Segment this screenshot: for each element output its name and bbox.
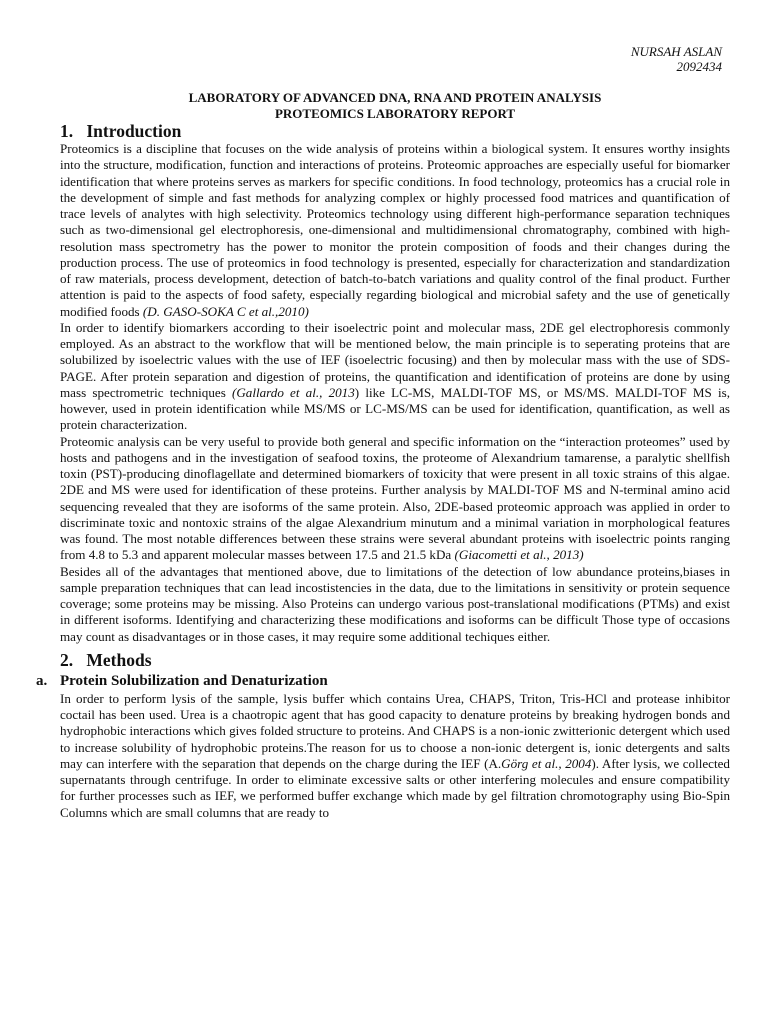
citation: Görg et al., 2004: [501, 755, 592, 771]
section-number: 2.: [60, 649, 74, 670]
paragraph-text: In order to perform lysis of the sample, lysis buffer which contains Urea, CHAPS, Triton, Tris-HCl and protease inhibitor coctail has been used. Urea is a chaotropic agent that has good capacity to denature proteins by breaking hydrogen bonds and hydrophobic interactions which gives folded structure to proteins. And CHAPS is a non-ionic zwitterionic detergent which used to increase solubility of hydrophobic proteins.The reason for us to choose a non-ionic detergent is, ionic detergents and salts may can interfere with the separation that depends on the charge during the IEF (A.: [60, 690, 730, 771]
paragraph-text: ) like LC-MS, MALDI-TOF MS, or MS/MS. MALDI-TOF MS is, however, used in protein identification while MS/MS or LC-MS/MS can be used for identification, quantification, as well as protein characterization.: [60, 384, 731, 433]
author-block: [60, 44, 730, 74]
methods-paragraph-a: [60, 691, 730, 821]
intro-paragraph-3: [60, 434, 730, 564]
paragraph-text: In order to identify biomarkers according to their isoelectric point and molecular mass, 2DE gel electrophoresis commonly employed. As an abstract to the workflow that will be mentioned below, the main principle is to seperating proteins that are solubilized by isoelectric values with the use of IEF (isoelectric focusing) and then by molecular mass with the use of SDS-PAGE. After protein separation and digestion of proteins, the quantification and identification of proteins are done by using mass spectrometric techniques: [60, 319, 730, 400]
intro-paragraph-1: [60, 141, 730, 320]
section-title: Introduction: [86, 121, 182, 141]
introduction-heading: [60, 121, 730, 141]
methods-heading: [60, 650, 730, 670]
subsection-letter: a.: [36, 672, 48, 689]
title-line-2: PROTEOMICS LABORATORY REPORT: [274, 105, 516, 121]
report-title: [60, 90, 730, 121]
student-id: 2092434: [676, 59, 722, 74]
author-name: NURSAH ASLAN: [630, 44, 722, 59]
citation: (D. GASO-SOKA C et al.,2010): [142, 303, 309, 319]
section-number: 1.: [60, 121, 74, 141]
citation: (Gallardo et al., 2013: [231, 384, 355, 400]
paragraph-text: Besides all of the advantages that mentioned above, due to limitations of the detection of low abundance proteins,biases in sample preparation techniques that can lead incostistencies in the data, due to the limitations in sensitivity or protein sequence coverage; some proteins may be missing. Also Proteins can undergo various post-translational modifications (PTMs) and exist in different isoforms. Identifying and characterizing these modifications and isoforms can be difficult Those type of occasions may count as disadvantages or in those cases, it may require some additional techiques either.: [60, 563, 730, 644]
subsection-a-heading: [36, 672, 730, 691]
intro-paragraph-4: [60, 564, 730, 645]
paragraph-text: Proteomic analysis can be very useful to provide both general and specific information on the “interaction proteomes” used by hosts and pathogens and in the investigation of seafood toxins, the proteome of Alexandrium tamarense, a paralytic shellfish toxin (PST)-producing dinoflagellate and determined biomarkers of toxicity that were present in all toxic strains of this algae. 2DE and MS were used for identification of these proteins. Further analysis by MALDI-TOF MS and N-terminal amino acid sequencing revealed that they are isoforms of the same protein. Also, 2DE-based proteomic approach was applied in order to discriminate toxic and nontoxic strains of the algae Alexandrium minutum and a minimal variation in morphological features was found. The most notable differences between these strains were several abundant proteins with isoelectric points ranging from 4.8 to 5.3 and apparent molecular masses between 17.5 and 21.5 kDa: [60, 433, 730, 563]
intro-paragraph-2: [60, 320, 730, 434]
paragraph-text: Proteomics is a discipline that focuses on the wide analysis of proteins within a biological system. It ensures worthy insights into the structure, modification, function and interactions of proteins. Proteomic approaches are especially useful for biomarker identification that where proteins serves as markers for specific conditions. In food technology, proteomics has a crucial role in the development of simple and fast methods for analyzing complex or highly processed food matrices and quantification of trace levels of analytes with high selectivity. Proteomics technology using different high-performance separation techniques such as two-dimensional gel electrophoresis, one-dimensional and multidimensional chromatography, combined with high-resolution mass spectrometry has the power to monitor the protein composition of foods and their changes during the production process. The use of proteomics in food technology is presented, especially for characterization and standardization of raw materials, process development, detection of batch-to-batch variations and quality control of the final product. Further attention is paid to the aspects of food safety, especially regarding biological and microbial safety and the use of genetically modified foods: [60, 141, 730, 319]
title-line-1: LABORATORY OF ADVANCED DNA, RNA AND PROTEIN ANALYSIS: [188, 90, 602, 105]
paragraph-text: ). After lysis, we collected supernatants through centrifuge. In order to eliminate excessive salts or other interfering molecules and ensure compatibility for further processes such as IEF, we performed buffer exchange which made by gel filtration chromotography using Bio-Spin Columns which are small columns that are ready to: [60, 755, 730, 820]
citation: (Giacometti et al., 2013): [454, 547, 584, 563]
section-title: Methods: [86, 649, 152, 670]
subsection-title: Protein Solubilization and Denaturization: [60, 672, 328, 689]
